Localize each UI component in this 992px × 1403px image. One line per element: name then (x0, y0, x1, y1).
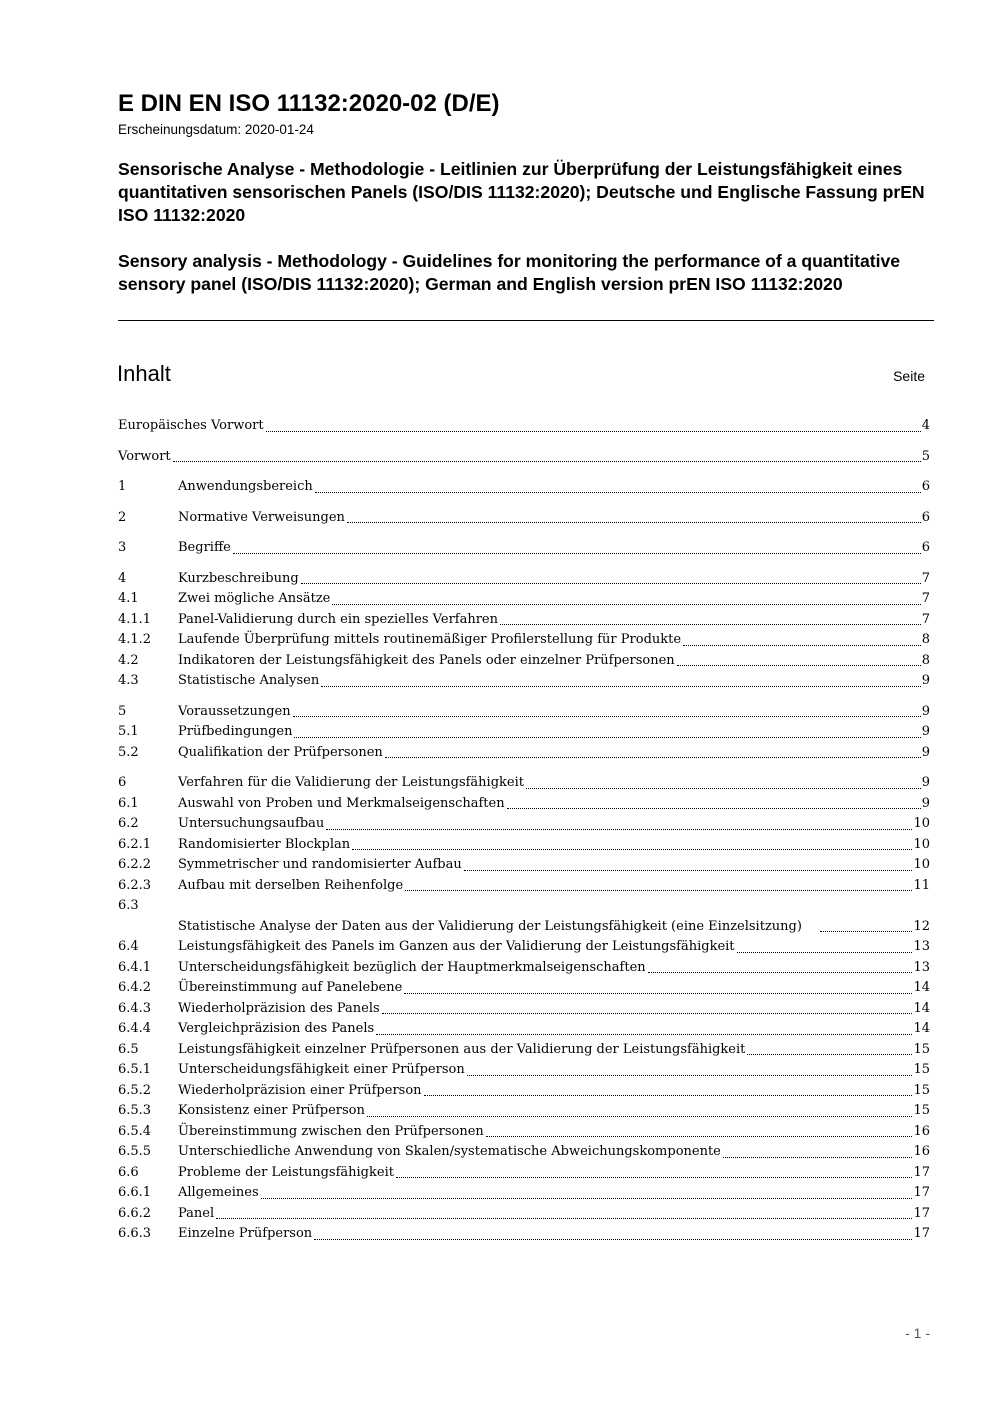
toc-entry-number: 4.1 (118, 591, 139, 606)
toc-dot-leader (464, 870, 913, 871)
toc-entry-page: 17 (913, 1164, 930, 1180)
toc-entry-page: 8 (921, 632, 930, 647)
toc-entry-number: 5.1 (118, 724, 139, 739)
toc-entry-number: 6.4.3 (118, 1000, 152, 1016)
toc-entry[interactable] (118, 1060, 930, 1081)
toc-dot-leader (294, 737, 920, 738)
toc-entry[interactable] (118, 1040, 930, 1061)
toc-entry-number: 6.5.3 (118, 1103, 152, 1118)
toc-entry-number: 6.6 (118, 1164, 139, 1180)
toc-dot-leader (314, 1239, 912, 1240)
toc-entry-title: Vorwort (118, 448, 171, 464)
toc-entry-title: Panel-Validierung durch ein spezielles Verfahren (178, 611, 498, 627)
toc-dot-leader (677, 665, 921, 666)
toc-entry-title: Begriffe (178, 540, 231, 555)
toc-entry-page: 10 (913, 857, 930, 872)
toc-dot-leader (293, 716, 921, 717)
toc-entry[interactable] (118, 508, 930, 529)
toc-entry-number: 6.2 (118, 816, 139, 831)
toc-entry-page: 12 (913, 918, 930, 934)
toc-entry[interactable] (118, 1183, 930, 1204)
toc-entry-title: Wiederholpräzision des Panels (178, 1000, 380, 1016)
toc-entry[interactable] (118, 896, 930, 937)
toc-entry-number: 6.4.1 (118, 959, 152, 975)
toc-entry-page: 17 (913, 1226, 930, 1241)
toc-dot-leader (233, 553, 921, 554)
toc-entry-number: 4.1.2 (118, 632, 152, 647)
toc-entry-page: 15 (913, 1041, 930, 1057)
toc-entry-page: 14 (913, 1021, 930, 1036)
toc-entry-title: Statistische Analyse der Daten aus der Validierung der Leistungsfähigkeit (eine Einzelsitzung) (178, 918, 802, 934)
toc-entry-title: Allgemeines (178, 1185, 259, 1200)
toc-entry-number: 6.5.1 (118, 1062, 152, 1077)
toc-entry-number: 4.1.1 (118, 611, 152, 627)
toc-entry-title: Kurzbeschreibung (178, 570, 299, 586)
toc-entry-title: Wiederholpräzision einer Prüfperson (178, 1082, 422, 1098)
toc-entry-number: 6.5.5 (118, 1144, 152, 1159)
toc-entry-title: Untersuchungsaufbau (178, 816, 325, 831)
toc-dot-leader (723, 1157, 913, 1158)
toc-entry-number: 6.6.1 (118, 1185, 152, 1200)
toc-dot-leader (500, 624, 921, 625)
toc-entry-page: 17 (913, 1185, 930, 1200)
toc-entry-page: 9 (921, 703, 930, 719)
toc-entry-title: Qualifikation der Prüfpersonen (178, 744, 383, 760)
toc-entry[interactable] (118, 651, 930, 672)
toc-entry[interactable] (118, 416, 930, 437)
toc-entry[interactable] (118, 1204, 930, 1225)
toc-dot-leader (315, 492, 921, 493)
toc-entry-number: 4.3 (118, 673, 139, 688)
toc-entry-page: 4 (921, 418, 930, 433)
toc-dot-leader (737, 952, 913, 953)
toc-entry[interactable] (118, 743, 930, 764)
toc-entry-title: Prüfbedingungen (178, 724, 293, 739)
toc-entry-number: 1 (118, 479, 127, 494)
toc-dot-leader (747, 1054, 912, 1055)
toc-dot-leader (820, 931, 912, 932)
toc-entry-page: 6 (921, 509, 930, 525)
table-of-contents (118, 416, 930, 1245)
toc-entry-number: 6.4.4 (118, 1021, 152, 1036)
toc-dot-leader (321, 686, 921, 687)
toc-entry-title: Panel (178, 1205, 215, 1221)
title-english: Sensory analysis - Methodology - Guidelines for monitoring the performance of a quantitative sensory panel (ISO/DIS 11132:2020); German and English version prEN ISO 11132:2020 (118, 251, 901, 294)
toc-entry-page: 13 (913, 939, 930, 954)
toc-dot-leader (648, 972, 913, 973)
toc-entry-page: 9 (921, 795, 930, 811)
toc-entry-title: Laufende Überprüfung mittels routinemäßiger Profilerstellung für Produkte (178, 632, 682, 647)
toc-entry-page: 11 (913, 877, 930, 893)
toc-entry-title: Übereinstimmung auf Panelebene (178, 980, 403, 995)
toc-entry[interactable] (118, 630, 930, 651)
toc-entry-number: 4.2 (118, 652, 139, 668)
toc-entry[interactable] (118, 978, 930, 999)
toc-entry-number: 6.6.2 (118, 1205, 152, 1221)
toc-entry-page: 14 (913, 980, 930, 995)
toc-entry-page: 6 (921, 540, 930, 555)
toc-entry-page: 16 (913, 1123, 930, 1139)
toc-entry-title: Normative Verweisungen (178, 509, 345, 525)
toc-dot-leader (467, 1075, 913, 1076)
toc-entry-number: 6.5 (118, 1041, 139, 1057)
toc-entry-title: Übereinstimmung zwischen den Prüfpersonen (178, 1123, 484, 1139)
toc-entry-title: Konsistenz einer Prüfperson (178, 1103, 365, 1118)
toc-dot-leader (173, 461, 921, 462)
toc-entry-title: Leistungsfähigkeit des Panels im Ganzen aus der Validierung der Leistungsfähigkeit (178, 939, 735, 954)
toc-entry-title: Zwei mögliche Ansätze (178, 591, 331, 606)
toc-entry-title: Auswahl von Proben und Merkmalseigenschaften (178, 795, 505, 811)
toc-entry[interactable] (118, 447, 930, 468)
toc-entry-number: 6.5.4 (118, 1123, 152, 1139)
toc-dot-leader (405, 890, 912, 891)
toc-entry-page: 16 (913, 1144, 930, 1159)
toc-entry[interactable] (118, 876, 930, 897)
toc-entry-number: 5.2 (118, 744, 139, 760)
toc-entry-page: 15 (913, 1103, 930, 1118)
toc-entry-page: 9 (921, 724, 930, 739)
toc-entry-page: 15 (913, 1082, 930, 1098)
toc-entry[interactable] (118, 1122, 930, 1143)
toc-entry-title: Leistungsfähigkeit einzelner Prüfpersonen aus der Validierung der Leistungsfähigkeit (178, 1041, 746, 1057)
toc-entry[interactable] (118, 814, 930, 835)
title-german: Sensorische Analyse - Methodologie - Leitlinien zur Überprüfung der Leistungsfähigkeit eines quantitativen sensorischen Panels (ISO/DIS 11132:2020); Deutsche und Englische Fassung prEN ISO 11132:2020 (118, 159, 925, 225)
toc-entry-page: 9 (921, 673, 930, 688)
toc-entry[interactable] (118, 835, 930, 856)
toc-page-label: Seite (893, 368, 925, 384)
toc-entry[interactable] (118, 1101, 930, 1122)
document-id: E DIN EN ISO 11132:2020-02 (D/E) (118, 90, 500, 117)
toc-entry[interactable] (118, 589, 930, 610)
header-divider (118, 320, 934, 321)
toc-entry-title: Indikatoren der Leistungsfähigkeit des Panels oder einzelner Prüfpersonen (178, 652, 675, 668)
toc-dot-leader (683, 645, 921, 646)
toc-entry[interactable] (118, 1163, 930, 1184)
toc-dot-leader (424, 1095, 913, 1096)
toc-entry-page: 5 (921, 448, 930, 464)
toc-entry-title: Voraussetzungen (178, 703, 291, 719)
toc-dot-leader (385, 757, 921, 758)
toc-entry-page: 8 (921, 652, 930, 668)
toc-entry-title: Einzelne Prüfperson (178, 1226, 313, 1241)
toc-dot-leader (301, 583, 921, 584)
toc-entry-title: Unterschiedliche Anwendung von Skalen/systematische Abweichungskomponente (178, 1144, 721, 1159)
toc-entry-title: Verfahren für die Validierung der Leistungsfähigkeit (178, 775, 524, 790)
toc-dot-leader (216, 1218, 912, 1219)
toc-dot-leader (376, 1034, 912, 1035)
toc-entry[interactable] (118, 1142, 930, 1163)
toc-entry-title: Unterscheidungsfähigkeit einer Prüfperson (178, 1062, 465, 1077)
toc-entry-title: Randomisierter Blockplan (178, 836, 351, 852)
toc-entry-number: 6.4.2 (118, 980, 152, 995)
toc-entry-number: 6.2.1 (118, 836, 152, 852)
toc-entry[interactable] (118, 671, 930, 692)
toc-entry-number: 6.6.3 (118, 1226, 152, 1241)
toc-entry[interactable] (118, 569, 930, 590)
toc-entry-number: 6.5.2 (118, 1082, 152, 1098)
toc-entry[interactable] (118, 1224, 930, 1245)
toc-dot-leader (526, 788, 921, 789)
toc-entry-title: Probleme der Leistungsfähigkeit (178, 1164, 394, 1180)
toc-dot-leader (382, 1013, 913, 1014)
toc-dot-leader (347, 522, 921, 523)
toc-entry-number: 3 (118, 540, 127, 555)
toc-entry-page: 7 (921, 570, 930, 586)
toc-entry-title: Anwendungsbereich (178, 479, 313, 494)
toc-entry-title: Unterscheidungsfähigkeit bezüglich der Hauptmerkmalseigenschaften (178, 959, 646, 975)
toc-dot-leader (266, 431, 921, 432)
toc-entry-page: 10 (913, 836, 930, 852)
toc-entry-number: 4 (118, 570, 127, 586)
toc-entry-page: 9 (921, 744, 930, 760)
toc-entry[interactable] (118, 1019, 930, 1040)
toc-entry-title: Statistische Analysen (178, 673, 320, 688)
toc-entry-page: 10 (913, 816, 930, 831)
page-number: - 1 - (905, 1325, 930, 1341)
toc-entry[interactable] (118, 702, 930, 723)
toc-entry-title: Vergleichpräzision des Panels (178, 1021, 375, 1036)
toc-entry-number: 6.3 (118, 898, 139, 913)
toc-entry-number: 5 (118, 703, 127, 719)
toc-entry-title: Europäisches Vorwort (118, 418, 264, 433)
toc-entry-number: 6.1 (118, 795, 139, 811)
toc-entry-title: Symmetrischer und randomisierter Aufbau (178, 857, 462, 872)
toc-entry-page: 13 (913, 959, 930, 975)
toc-entry-page: 6 (921, 479, 930, 494)
toc-dot-leader (396, 1177, 912, 1178)
publication-date: Erscheinungsdatum: 2020-01-24 (118, 122, 314, 137)
toc-entry-page: 17 (913, 1205, 930, 1221)
toc-dot-leader (261, 1198, 913, 1199)
toc-entry[interactable] (118, 794, 930, 815)
toc-entry-number: 6.4 (118, 939, 139, 954)
toc-entry[interactable] (118, 1081, 930, 1102)
toc-dot-leader (486, 1136, 913, 1137)
toc-entry-page: 14 (913, 1000, 930, 1016)
toc-entry[interactable] (118, 610, 930, 631)
toc-entry-page: 9 (921, 775, 930, 790)
toc-entry-title: Aufbau mit derselben Reihenfolge (178, 877, 404, 893)
toc-dot-leader (367, 1116, 913, 1117)
toc-entry[interactable] (118, 722, 930, 743)
toc-dot-leader (326, 829, 912, 830)
toc-entry[interactable] (118, 538, 930, 559)
toc-entry[interactable] (118, 477, 930, 498)
toc-entry[interactable] (118, 999, 930, 1020)
toc-entry[interactable] (118, 958, 930, 979)
toc-entry[interactable] (118, 937, 930, 958)
toc-entry-page: 7 (921, 611, 930, 627)
toc-entry-number: 6 (118, 775, 127, 790)
toc-entry-number: 6.2.3 (118, 877, 152, 893)
toc-heading: Inhalt (117, 361, 171, 386)
toc-dot-leader (507, 808, 921, 809)
toc-entry[interactable] (118, 855, 930, 876)
toc-entry-number: 6.2.2 (118, 857, 152, 872)
toc-entry-page: 7 (921, 591, 930, 606)
toc-entry-page: 15 (913, 1062, 930, 1077)
toc-dot-leader (332, 604, 920, 605)
toc-entry[interactable] (118, 773, 930, 794)
toc-entry-number: 2 (118, 509, 127, 525)
toc-dot-leader (352, 849, 912, 850)
toc-dot-leader (404, 993, 912, 994)
